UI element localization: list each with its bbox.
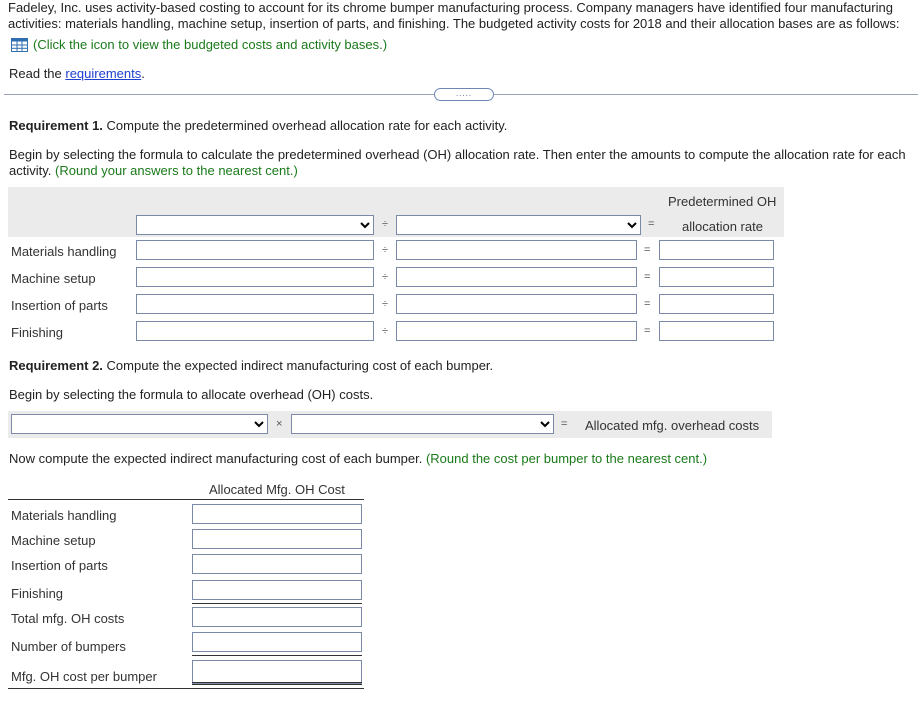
req1-rate-input[interactable] [659, 321, 774, 341]
req1-round-note: (Round your answers to the nearest cent.) [55, 163, 298, 178]
req2-formula-rate-select[interactable] [11, 414, 268, 434]
req2-row-label: Number of bumpers [11, 639, 126, 654]
req1-base-input[interactable] [396, 267, 637, 287]
req2-total-input[interactable] [192, 607, 362, 627]
equals-symbol: = [648, 218, 655, 230]
equals-symbol: = [644, 244, 651, 256]
read-prefix: Read the [9, 66, 66, 81]
req2-header-rule [8, 499, 364, 500]
req2-row-label: Machine setup [11, 533, 96, 548]
req2-row-label: Total mfg. OH costs [11, 611, 125, 626]
req2-row-label: Materials handling [11, 508, 117, 523]
table-icon[interactable] [11, 38, 28, 52]
req2-now-text: Now compute the expected indirect manufacturing cost of each bumper. [9, 451, 423, 466]
req1-formula-denominator-select[interactable] [396, 215, 641, 235]
req2-result-label: Allocated mfg. overhead costs [585, 418, 760, 433]
req1-title-rest: Compute the predetermined overhead allocation rate for each activity. [102, 118, 508, 133]
table-bottom-rule [8, 688, 364, 689]
equals-symbol: = [644, 298, 651, 310]
req1-row-label: Materials handling [11, 244, 117, 259]
divide-symbol: ÷ [382, 271, 389, 283]
req2-title [9, 358, 493, 373]
read-requirements-line [9, 66, 145, 81]
req2-title-bold: Requirement 2. [9, 358, 103, 373]
equals-symbol: = [644, 271, 651, 283]
req2-cost-input[interactable] [192, 504, 362, 524]
expand-divider-button[interactable]: ..... [434, 88, 494, 101]
req1-cost-input[interactable] [136, 240, 374, 260]
intro-text: Fadeley, Inc. uses activity-based costing to account for its chrome bumper manufacturing process. Company managers have identified four manufacturing activities: materials handling, machine setup, insertion of parts, and finishing. The budgeted activity costs for 2018 and their allocation bases are as follows: [8, 0, 900, 31]
req1-base-input[interactable] [396, 240, 637, 260]
req2-row-label: Insertion of parts [11, 558, 108, 573]
req2-row-label: Finishing [11, 586, 64, 601]
subtotal-rule [192, 603, 362, 604]
req1-header-line2: allocation rate [682, 219, 763, 234]
equals-symbol: = [644, 325, 651, 337]
divide-symbol: ÷ [382, 218, 389, 230]
req1-cost-input[interactable] [136, 267, 374, 287]
read-suffix: . [141, 66, 145, 81]
req1-rate-input[interactable] [659, 267, 774, 287]
req1-row-label: Finishing [11, 325, 64, 340]
req1-cost-input[interactable] [136, 321, 374, 341]
req2-round-note: (Round the cost per bumper to the nearest cent.) [425, 451, 708, 466]
req2-formula-base-select[interactable] [291, 414, 554, 434]
req2-instructions: Begin by selecting the formula to allocate overhead (OH) costs. [9, 387, 374, 402]
divide-symbol: ÷ [382, 298, 389, 310]
req2-title-rest: Compute the expected indirect manufacturing cost of each bumper. [102, 358, 494, 373]
req1-row-label: Machine setup [11, 271, 96, 286]
req1-cost-input[interactable] [136, 294, 374, 314]
req1-base-input[interactable] [396, 321, 637, 341]
intro-paragraph [8, 0, 913, 32]
multiply-symbol: × [276, 418, 283, 430]
req2-bumpers-input[interactable] [192, 632, 362, 652]
req2-now-line [9, 451, 707, 466]
req1-title [9, 118, 507, 133]
req2-cost-input[interactable] [192, 580, 362, 600]
req2-table-header: Allocated Mfg. OH Cost [209, 482, 345, 497]
equals-symbol: = [561, 418, 568, 430]
req1-instructions [9, 147, 914, 179]
requirements-link[interactable]: requirements [65, 66, 142, 81]
req2-cost-input[interactable] [192, 554, 362, 574]
divide-symbol: ÷ [382, 244, 389, 256]
req2-cost-per-bumper-input[interactable] [192, 660, 362, 684]
req1-title-bold: Requirement 1. [9, 118, 103, 133]
req2-row-label: Mfg. OH cost per bumper [11, 669, 157, 684]
req1-row-label: Insertion of parts [11, 298, 108, 313]
req1-formula-numerator-select[interactable] [136, 215, 374, 235]
req1-rate-input[interactable] [659, 240, 774, 260]
final-double-rule [192, 682, 362, 685]
divide-symbol: ÷ [382, 325, 389, 337]
req2-cost-input[interactable] [192, 529, 362, 549]
req1-rate-input[interactable] [659, 294, 774, 314]
view-budgeted-costs-link[interactable]: (Click the icon to view the budgeted costs and activity bases.) [33, 37, 388, 52]
req1-base-input[interactable] [396, 294, 637, 314]
req1-header-line1: Predetermined OH [668, 194, 777, 209]
req1-instructions-text: Begin by selecting the formula to calculate the predetermined overhead (OH) allocation rate. Then enter the amounts to compute the allocation rate for each activity. [9, 147, 906, 178]
bumpers-rule [192, 655, 362, 656]
